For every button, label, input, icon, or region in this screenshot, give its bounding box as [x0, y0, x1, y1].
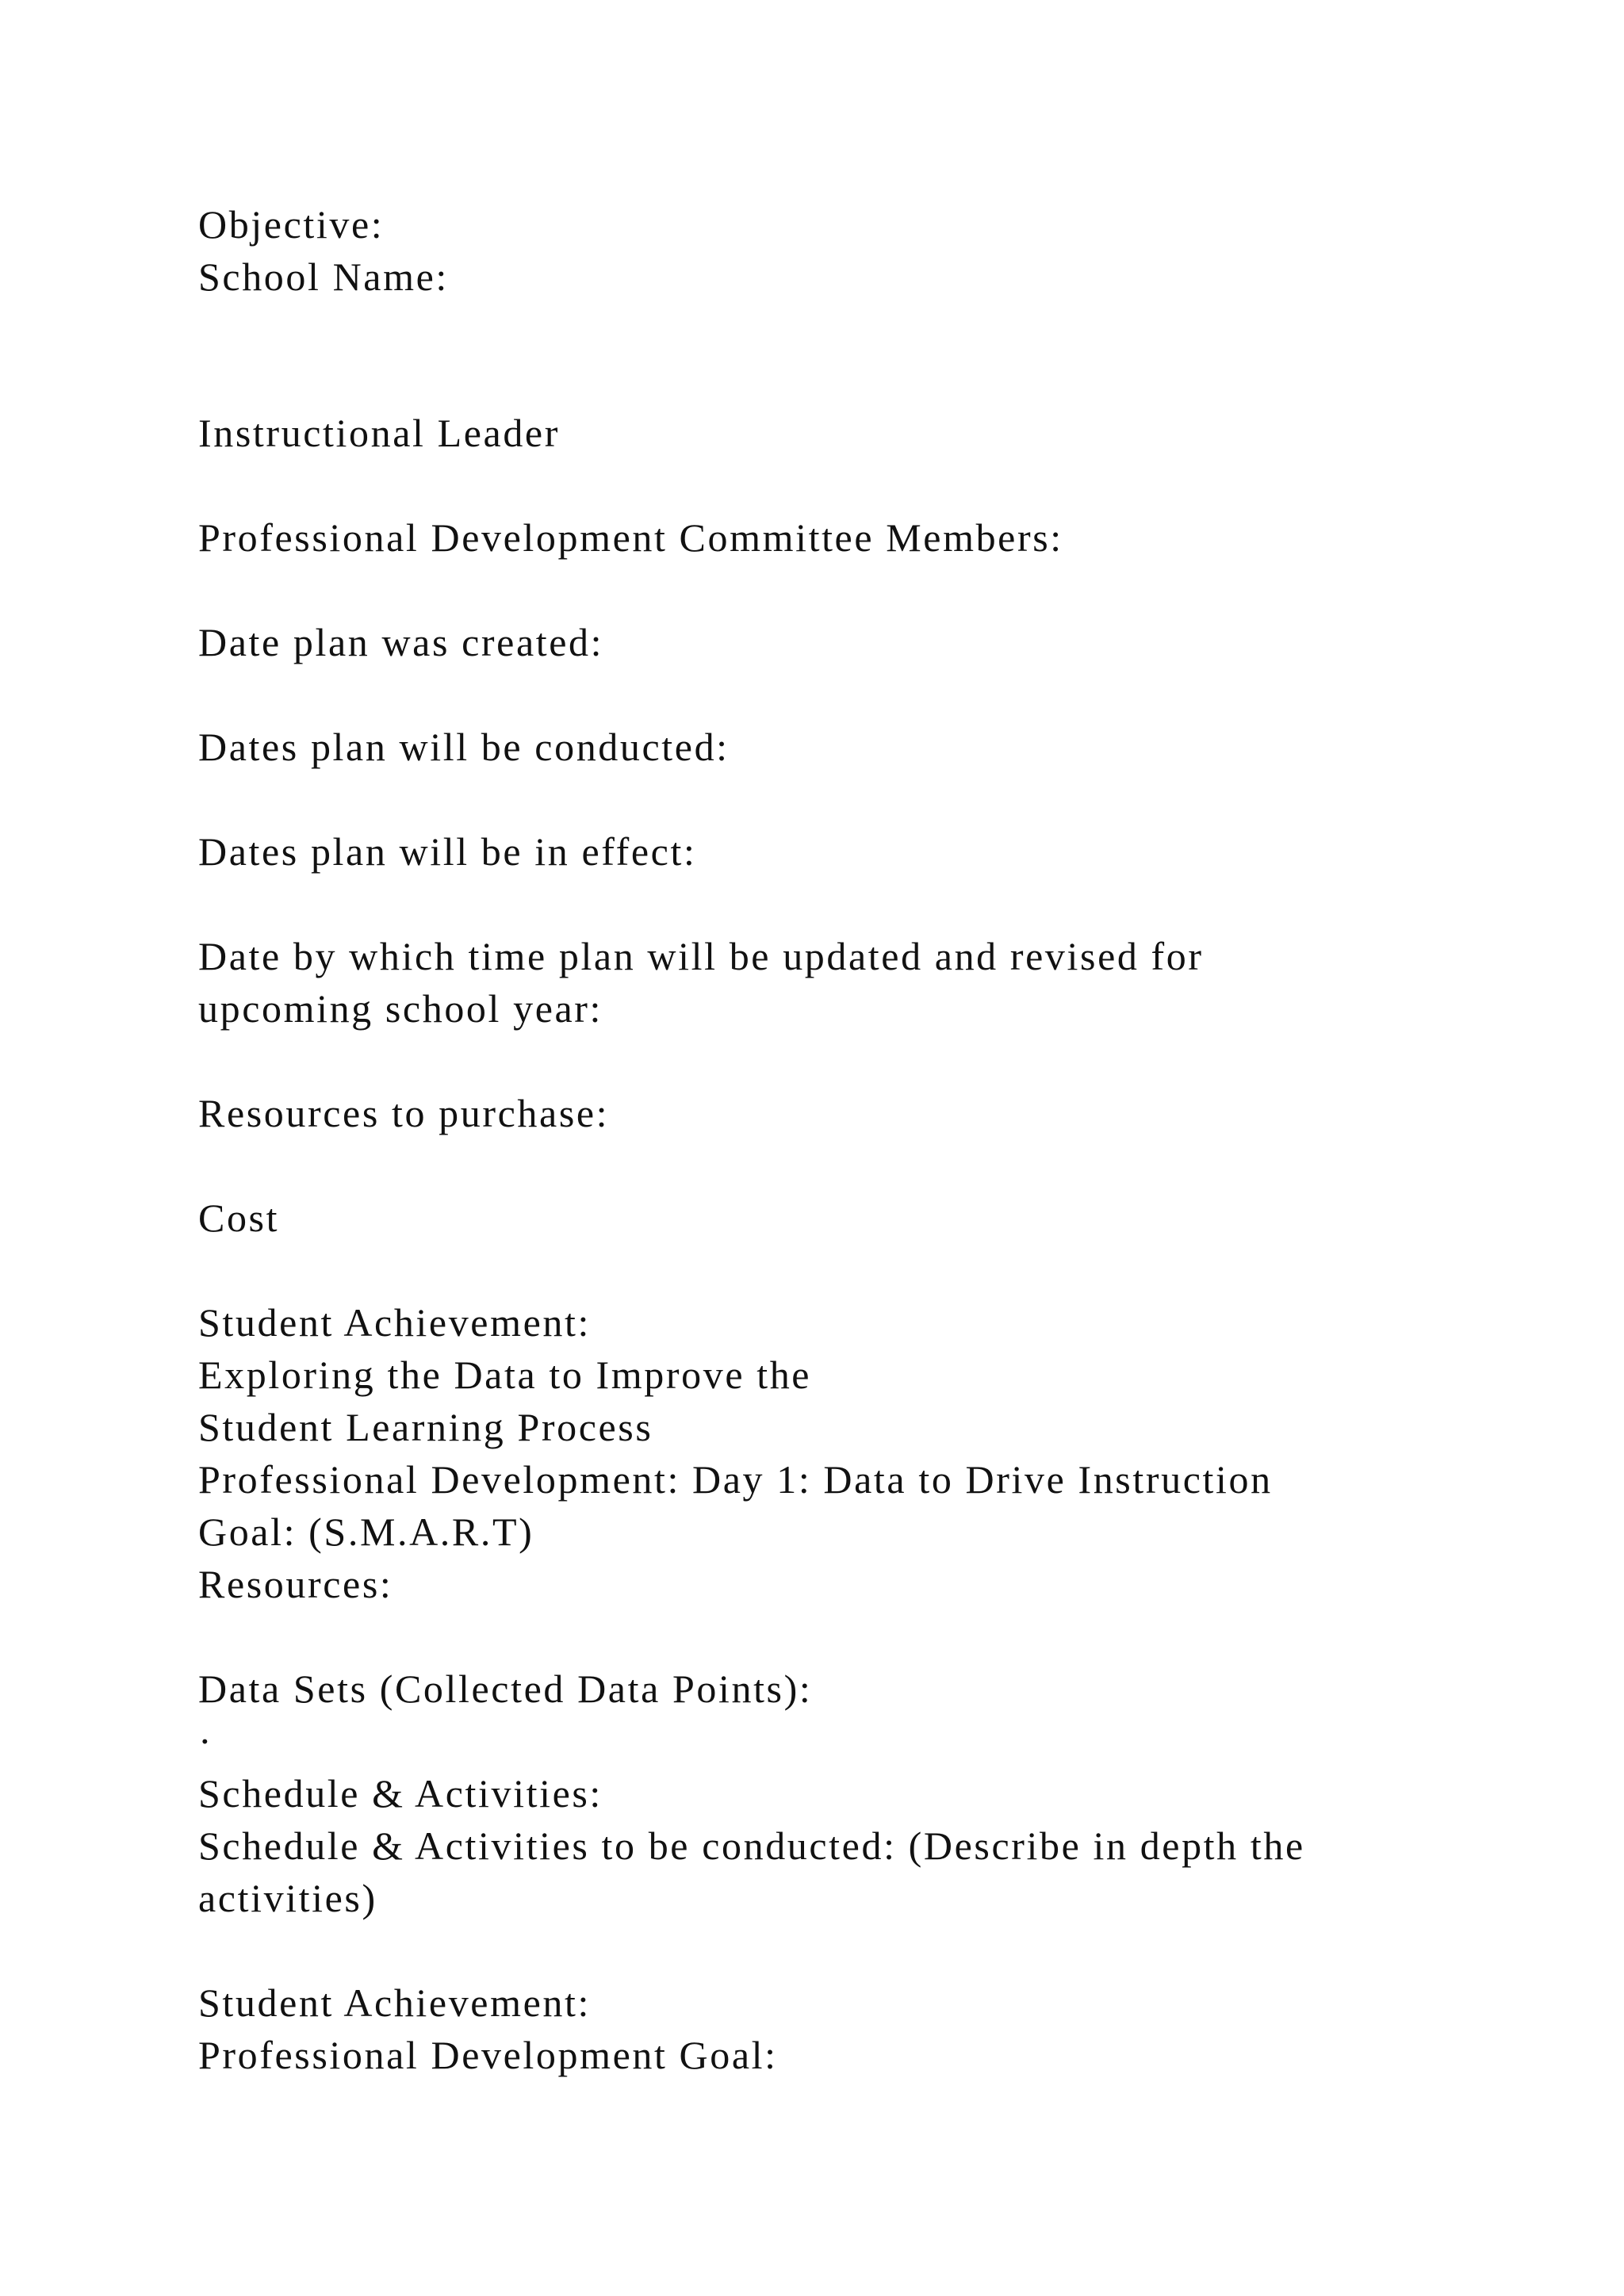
dates-in-effect-label: Dates plan will be in effect:	[198, 829, 697, 874]
date-updated-label-cont: upcoming school year:	[198, 986, 603, 1031]
date-created-label: Date plan was created:	[198, 620, 604, 664]
committee-members-label: Professional Development Committee Members:	[198, 515, 1063, 560]
goal-smart-label: Goal: (S.M.A.R.T)	[198, 1510, 534, 1554]
cost-label: Cost	[198, 1196, 280, 1240]
schedule-conducted-label: Schedule & Activities to be conducted: (Describe in depth the	[198, 1823, 1305, 1868]
resources-to-purchase-label: Resources to purchase:	[198, 1091, 610, 1135]
student-achievement-heading-2: Student Achievement:	[198, 1980, 591, 2025]
objective-label: Objective:	[198, 202, 385, 247]
school-name-label: School Name:	[198, 254, 449, 299]
student-achievement-heading: Student Achievement:	[198, 1300, 591, 1345]
instructional-leader-label: Instructional Leader	[198, 411, 560, 455]
date-updated-label: Date by which time plan will be updated and revised for	[198, 934, 1204, 978]
schedule-conducted-label-cont: activities)	[198, 1876, 377, 1920]
bullet-point: ·	[198, 1719, 214, 1763]
schedule-activities-label: Schedule & Activities:	[198, 1771, 603, 1816]
data-sets-label: Data Sets (Collected Data Points):	[198, 1667, 813, 1711]
dates-conducted-label: Dates plan will be conducted:	[198, 725, 730, 769]
resources-label: Resources:	[198, 1562, 393, 1606]
student-learning-text: Student Learning Process	[198, 1405, 653, 1449]
exploring-data-text: Exploring the Data to Improve the	[198, 1353, 812, 1397]
pd-goal-label: Professional Development Goal:	[198, 2033, 778, 2077]
pd-day1-title: Professional Development: Day 1: Data to Drive Instruction	[198, 1457, 1273, 1502]
